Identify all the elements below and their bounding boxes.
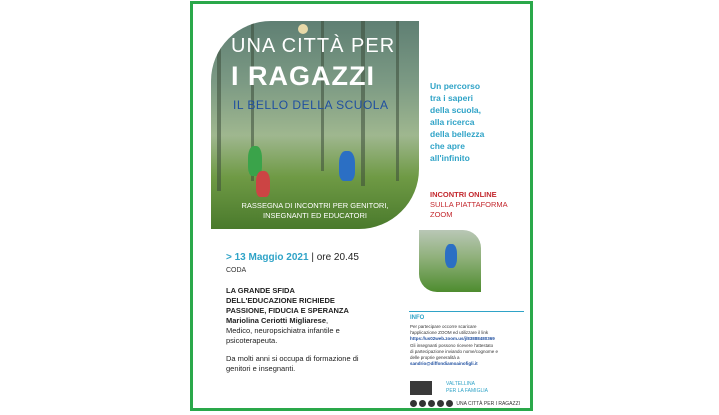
info-text (410, 324, 525, 367)
spacer (226, 346, 359, 354)
tree (396, 21, 399, 181)
event-date (226, 252, 359, 263)
instagram-icon[interactable] (419, 400, 426, 407)
info-line5: delle proprie generalità a (410, 355, 460, 361)
speaker-name: Mariolina Ceriotti Migliarese (226, 316, 327, 325)
event-title-line3: PASSIONE, FIDUCIA E SPERANZA (226, 306, 349, 315)
incontri-line2: SULLA PIATTAFORMA (430, 200, 508, 209)
web-icon[interactable] (446, 400, 453, 407)
hero-title-line1: UNA CITTÀ PER (231, 35, 396, 57)
ball (298, 24, 308, 34)
info-line1: Per partecipare occorre scaricare (410, 324, 477, 329)
speaker-suffix: , (326, 316, 329, 325)
child-figure (256, 171, 270, 197)
event-date-value: > 13 Maggio 2021 (226, 252, 309, 263)
tree (217, 21, 221, 191)
online-meetings-note (430, 190, 508, 220)
contact-email-link[interactable]: sandrio@diffondiamoainofigli.it (410, 361, 478, 367)
organization-logo (410, 381, 432, 395)
hero-title-line2: I RAGAZZI (231, 61, 375, 91)
event-title-line1: LA GRANDE SFIDA (226, 286, 295, 295)
tagline-line: tra i saperi (430, 93, 473, 103)
hero-subtitle (211, 201, 419, 221)
incontri-line1: INCONTRI ONLINE (430, 190, 497, 199)
facebook-icon[interactable] (410, 400, 417, 407)
tagline-line: all'infinito (430, 153, 470, 163)
speaker-role-line2: psicoterapeuta. (226, 336, 278, 345)
tagline-line: Un percorso (430, 81, 481, 91)
event-details (226, 286, 359, 374)
youtube-icon[interactable] (437, 400, 444, 407)
event-title-line2: DELL'EDUCAZIONE RICHIEDE (226, 296, 335, 305)
tagline-line: alla ricerca (430, 117, 475, 127)
child-figure (445, 244, 457, 268)
event-time: | ore 20.45 (308, 252, 359, 263)
org-line1: VALTELLINA (446, 381, 475, 387)
incontri-line3: ZOOM (430, 210, 453, 219)
event-place: CODA (226, 267, 247, 274)
info-line2: l'applicazione ZOOM ed utilizzare il link (410, 330, 489, 336)
tagline-line: della scuola, (430, 105, 482, 115)
child-figure (339, 151, 355, 181)
hero-photo (211, 21, 419, 229)
info-line4: di partecipazione inviando nome/cognome e (410, 348, 499, 354)
hero-subtitle-line1: RASSEGNA DI INCONTRI PER GENITORI, (241, 201, 389, 210)
social-links (410, 400, 520, 407)
hero-subtitle-line2: INSEGNANTI ED EDUCATORI (263, 211, 367, 220)
speaker-bio-line2: genitori e insegnanti. (226, 364, 296, 373)
tagline-line: della bellezza (430, 129, 485, 139)
zoom-link[interactable]: https://us02web.zoom.us/j/83888480369 (410, 336, 495, 342)
info-line3: Gli insegnanti possono ricevere l'attestato (410, 342, 494, 348)
child-running-photo (419, 230, 481, 292)
hero-title-line3: IL BELLO DELLA SCUOLA (233, 98, 389, 112)
twitter-icon[interactable] (428, 400, 435, 407)
speaker-role-line1: Medico, neuropsichiatra infantile e (226, 326, 340, 335)
info-title: INFO (410, 315, 425, 321)
speaker-bio-line1: Da molti anni si occupa di formazione di (226, 354, 359, 363)
tagline-line: che apre (430, 141, 465, 151)
social-handle: UNA CITTÀ PER I RAGAZZI (456, 400, 521, 407)
tagline (430, 80, 484, 164)
info-divider (409, 311, 524, 312)
organization-name (446, 381, 488, 395)
org-line2: PER LA FAMIGLIA (446, 388, 488, 394)
